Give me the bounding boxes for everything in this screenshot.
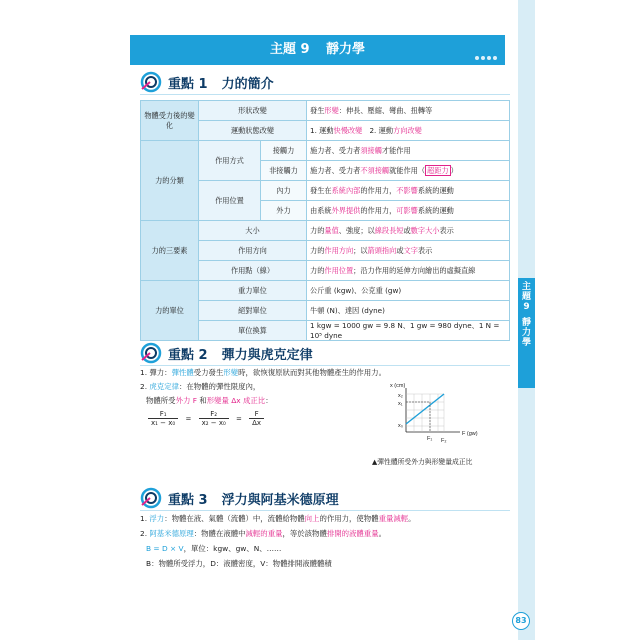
s3-line-2: 2. 阿基米德原理：物體在液體中減輕的重量，等於該物體排開的液體重量。 [140, 529, 386, 538]
grid [406, 394, 444, 432]
hooke-formula [146, 410, 266, 427]
table-sub: 絕對單位 [199, 301, 307, 321]
table-sub2: 內力 [261, 181, 307, 201]
section-3-heading [140, 486, 339, 510]
table-sub: 作用位置 [199, 181, 261, 221]
table-desc: 施力者、受力者須接觸才能作用 [307, 141, 510, 161]
chapter-side-tab-text [520, 282, 533, 348]
table-desc: 1. 運動快慢改變 2. 運動方向改變 [307, 121, 510, 141]
section-3-title: 浮力與阿基米德原理 [221, 492, 339, 508]
table-row [141, 221, 510, 241]
equals-sign: = [236, 414, 242, 423]
graph-xlabel: F (gw) [462, 431, 478, 437]
section-1-key: 重點 1 [168, 76, 208, 92]
hooke-graph [384, 380, 504, 450]
tick-x2: x₂ [398, 393, 403, 399]
table-row [141, 101, 510, 121]
section-2-key: 重點 2 [168, 347, 208, 363]
table-desc: 牛頓 (N)、達因 (dyne) [307, 301, 510, 321]
topic-number: 主題 9 [269, 42, 310, 57]
table-cat: 物體受力後的變化 [141, 101, 199, 141]
s3-line-3: B = D × V，單位：kgw、gw、N、…… [146, 544, 282, 553]
swirl-icon [140, 487, 162, 509]
table-sub2: 接觸力 [261, 141, 307, 161]
table-sub: 單位換算 [199, 321, 307, 341]
table-cat: 力的三要素 [141, 221, 199, 281]
table-desc: 力的作用位置；沿力作用的延伸方向繪出的虛擬直線 [307, 261, 510, 281]
table-sub: 作用方向 [199, 241, 307, 261]
topic-title [130, 35, 505, 65]
graph-caption: ▲彈性體所受外力與形變量成正比 [372, 458, 473, 466]
page-number: 83 [512, 612, 530, 630]
table-sub: 作用點（線） [199, 261, 307, 281]
fraction-2: $\frac{\text{F₂}}{\text{x₂ − x₀}}$ [199, 410, 229, 427]
table-desc: 1 kgw = 1000 gw = 9.8 N、1 gw = 980 dyne、1 N = 10⁵ dyne [307, 321, 510, 341]
table-desc: 發生在系統內部的作用力，不影響系統的運動 [307, 181, 510, 201]
section-3-rule [140, 510, 510, 511]
table-desc: 力的作用方向；以箭頭指向或文字表示 [307, 241, 510, 261]
table-sub2: 外力 [261, 201, 307, 221]
table-cat: 力的單位 [141, 281, 199, 341]
force-table [140, 100, 510, 341]
swirl-icon [140, 71, 162, 93]
section-1-title: 力的簡介 [221, 76, 274, 92]
tick-f1: F₁ [427, 436, 433, 442]
table-sub: 運動狀態改變 [199, 121, 307, 141]
side-tab-topic: 主題9 [521, 282, 531, 312]
tick-f2: F₂ [441, 438, 447, 444]
section-3-key: 重點 3 [168, 492, 208, 508]
table-desc: 施力者、受力者不須接觸就能作用（ 超距力 ） [307, 161, 510, 181]
section-1-rule [140, 94, 510, 95]
table-sub2: 非接觸力 [261, 161, 307, 181]
fraction-1: $\frac{\text{F₁}}{\text{x₁ − x₀}}$ [148, 410, 178, 427]
topic-banner [130, 35, 505, 65]
table-desc: 發生形變：伸長、壓縮、彎曲、扭轉等 [307, 101, 510, 121]
table-desc: 由系統外界提供的作用力，可影響系統的運動 [307, 201, 510, 221]
trend-line [406, 394, 444, 424]
graph-ylabel: x (cm) [390, 383, 406, 389]
section-1-heading [140, 70, 274, 94]
banner-dots-icon [473, 45, 499, 55]
side-tab-title: 靜力學 [521, 318, 531, 348]
table-sub: 重力單位 [199, 281, 307, 301]
fraction-3: $\frac{F}{\Delta x}$ [249, 410, 264, 427]
tick-x1: x₁ [398, 401, 403, 407]
tick-x0: x₀ [398, 423, 404, 429]
section-2-heading [140, 341, 313, 365]
topic-name: 靜力學 [326, 42, 366, 57]
section-2-title: 彈力與虎克定律 [221, 347, 313, 363]
table-desc: 公斤重 (kgw)、公克重 (gw) [307, 281, 510, 301]
s2-line-1: 1. 彈力：彈性體受力發生形變時，欲恢復原狀而對其他物體產生的作用力。 [140, 368, 386, 377]
s3-line-4: B：物體所受浮力，D：液體密度，V：物體排開液體體積 [146, 559, 332, 568]
s2-line-2: 2. 虎克定律：在物體的彈性限度內， [140, 382, 261, 391]
swirl-icon [140, 342, 162, 364]
table-row [141, 141, 510, 161]
table-sub: 大小 [199, 221, 307, 241]
equals-sign: = [185, 414, 192, 423]
table-row [141, 281, 510, 301]
s3-line-1: 1. 浮力：物體在液、氣體（流體）中，流體給物體向上的作用力，使物體重量減輕。 [140, 514, 416, 523]
table-desc: 力的量值、強度；以線段長短或數字大小表示 [307, 221, 510, 241]
table-cat: 力的分類 [141, 141, 199, 221]
table-sub: 形狀改變 [199, 101, 307, 121]
s2-line-3: 物體所受外力 F 和形變量 Δx 成正比： [146, 396, 273, 405]
table-sub: 作用方式 [199, 141, 261, 181]
